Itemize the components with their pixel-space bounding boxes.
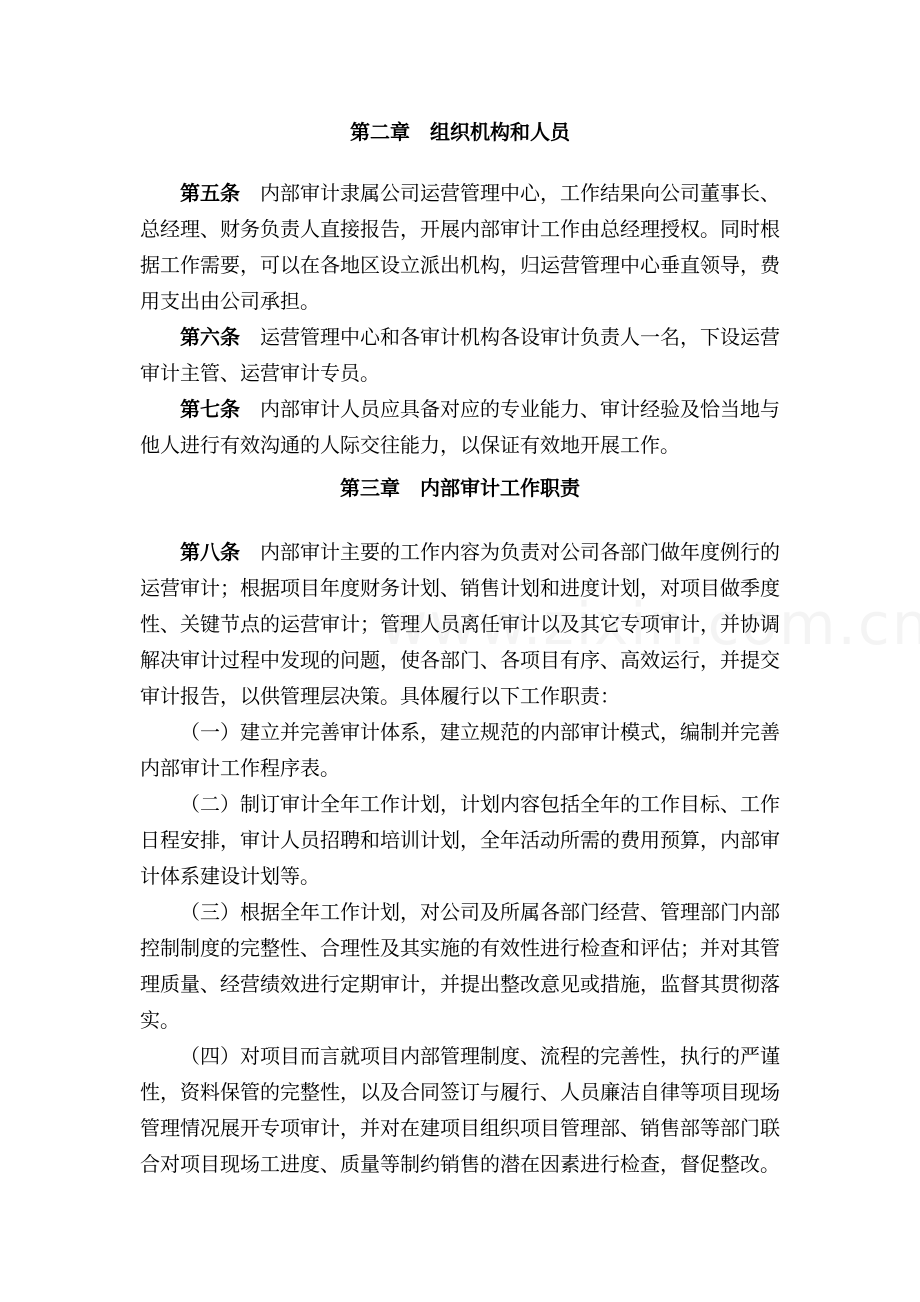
- duty-item-1: （一）建立并完善审计体系，建立规范的内部审计模式，编制并完善内部审计工作程序表。: [140, 720, 780, 780]
- chapter-2-body: [140, 175, 780, 463]
- article-6: [140, 319, 780, 391]
- article-6-number: 第六条: [180, 325, 240, 349]
- article-8-text: 内部审计主要的工作内容为负责对公司各部门做年度例行的运营审计；根据项目年度财务计划、销售计划和进度计划，对项目做季度性、关键节点的运营审计；管理人员离任审计以及其它专项审计，并协调解决审计过程中发现的问题，使各部门、各项目有序、高效运行，并提交审计报告，以供管理层决策。具体履行以下工作职责：: [140, 540, 780, 708]
- article-8-number: 第八条: [180, 540, 240, 564]
- article-5-number: 第五条: [180, 181, 240, 205]
- chapter-3-body: [140, 534, 780, 1182]
- duty-item-4: （四）对项目而言就项目内部管理制度、流程的完善性，执行的严谨性，资料保管的完整性，以及合同签订与履行、人员廉洁自律等项目现场管理情况展开专项审计，并对在建项目组织项目管理部、销售部等部门联合对项目现场工进度、质量等制约销售的潜在因素进行检查，督促整改。: [140, 1044, 780, 1176]
- chapter-3-heading: 第三章 内部审计工作职责: [340, 476, 580, 500]
- article-7-text: 内部审计人员应具备对应的专业能力、审计经验及恰当地与他人进行有效沟通的人际交往能力，以保证有效地开展工作。: [140, 397, 780, 457]
- duty-item-3: （三）根据全年工作计划，对公司及所属各部门经营、管理部门内部控制制度的完整性、合理性及其实施的有效性进行检查和评估；并对其管理质量、经营绩效进行定期审计，并提出整改意见或措施，监督其贯彻落实。: [140, 900, 780, 1032]
- article-7-number: 第七条: [180, 397, 240, 421]
- article-7: [140, 391, 780, 463]
- article-5-text: 内部审计隶属公司运营管理中心，工作结果向公司董事长、总经理、财务负责人直接报告，开展内部审计工作由总经理授权。同时根据工作需要，可以在各地区设立派出机构，归运营管理中心垂直领导，费用支出由公司承担。: [140, 181, 780, 313]
- article-6-text: 运营管理中心和各审计机构各设审计负责人一名，下设运营审计主管、运营审计专员。: [140, 325, 780, 385]
- duty-item-2: （二）制订审计全年工作计划，计划内容包括全年的工作目标、工作日程安排，审计人员招聘和培训计划，全年活动所需的费用预算，内部审计体系建设计划等。: [140, 792, 780, 888]
- article-8: [140, 534, 780, 714]
- chapter-2-heading: 第二章 组织机构和人员: [350, 120, 570, 144]
- article-5: [140, 175, 780, 319]
